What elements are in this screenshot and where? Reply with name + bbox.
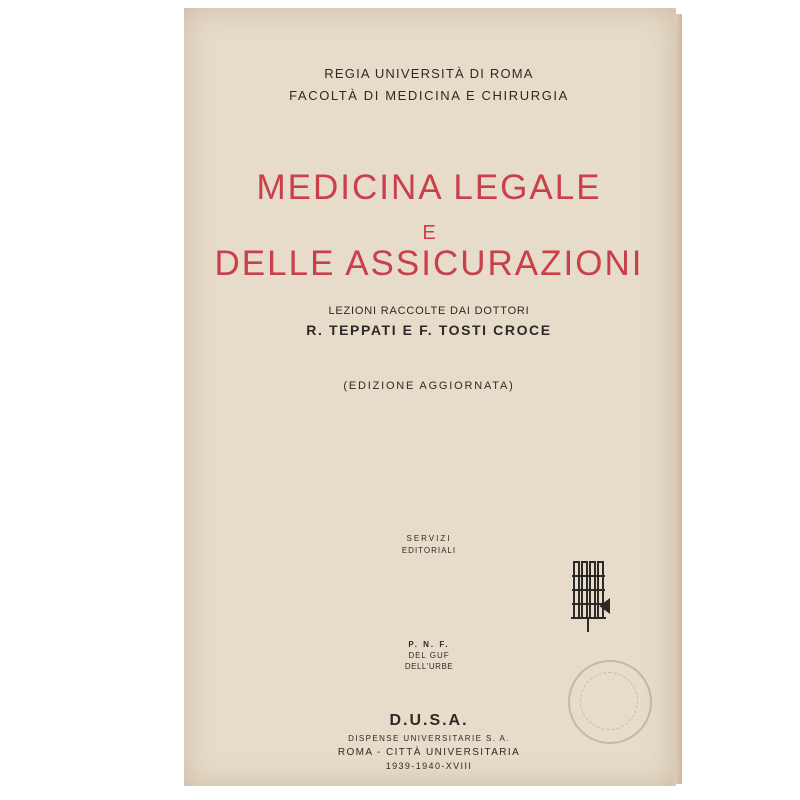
title-line2: DELLE ASSICURAZIONI — [214, 244, 644, 283]
edition-note: (EDIZIONE AGGIORNATA) — [343, 380, 515, 392]
publisher-line2: ROMA - CITTÀ UNIVERSITARIA — [337, 747, 521, 758]
library-stamp — [568, 660, 652, 744]
logo-bottom-line2: DEL GUF — [408, 651, 450, 660]
page-edge — [674, 14, 682, 784]
title-line1: MEDICINA LEGALE — [256, 168, 602, 207]
logo-top-line2: EDITORIALI — [401, 546, 457, 555]
logo-bottom-line3: DELL'URBE — [404, 662, 454, 671]
logo-bottom-line1: P. N. F. — [408, 640, 450, 649]
logo-top-line1: SERVIZI — [406, 534, 452, 543]
authors: R. TEPPATI E F. TOSTI CROCE — [306, 322, 552, 338]
title-conjunction: E — [422, 222, 436, 244]
institution-line2: FACOLTÀ DI MEDICINA E CHIRURGIA — [289, 88, 569, 103]
publisher-line3: 1939-1940-XVIII — [385, 761, 473, 771]
publisher-name: D.U.S.A. — [389, 712, 469, 729]
fasces-logo-icon — [568, 560, 610, 634]
lecture-credit: LEZIONI RACCOLTE DAI DOTTORI — [328, 305, 530, 317]
publisher-line1: DISPENSE UNIVERSITARIE S. A. — [348, 734, 510, 743]
institution-line1: REGIA UNIVERSITÀ DI ROMA — [324, 66, 534, 81]
